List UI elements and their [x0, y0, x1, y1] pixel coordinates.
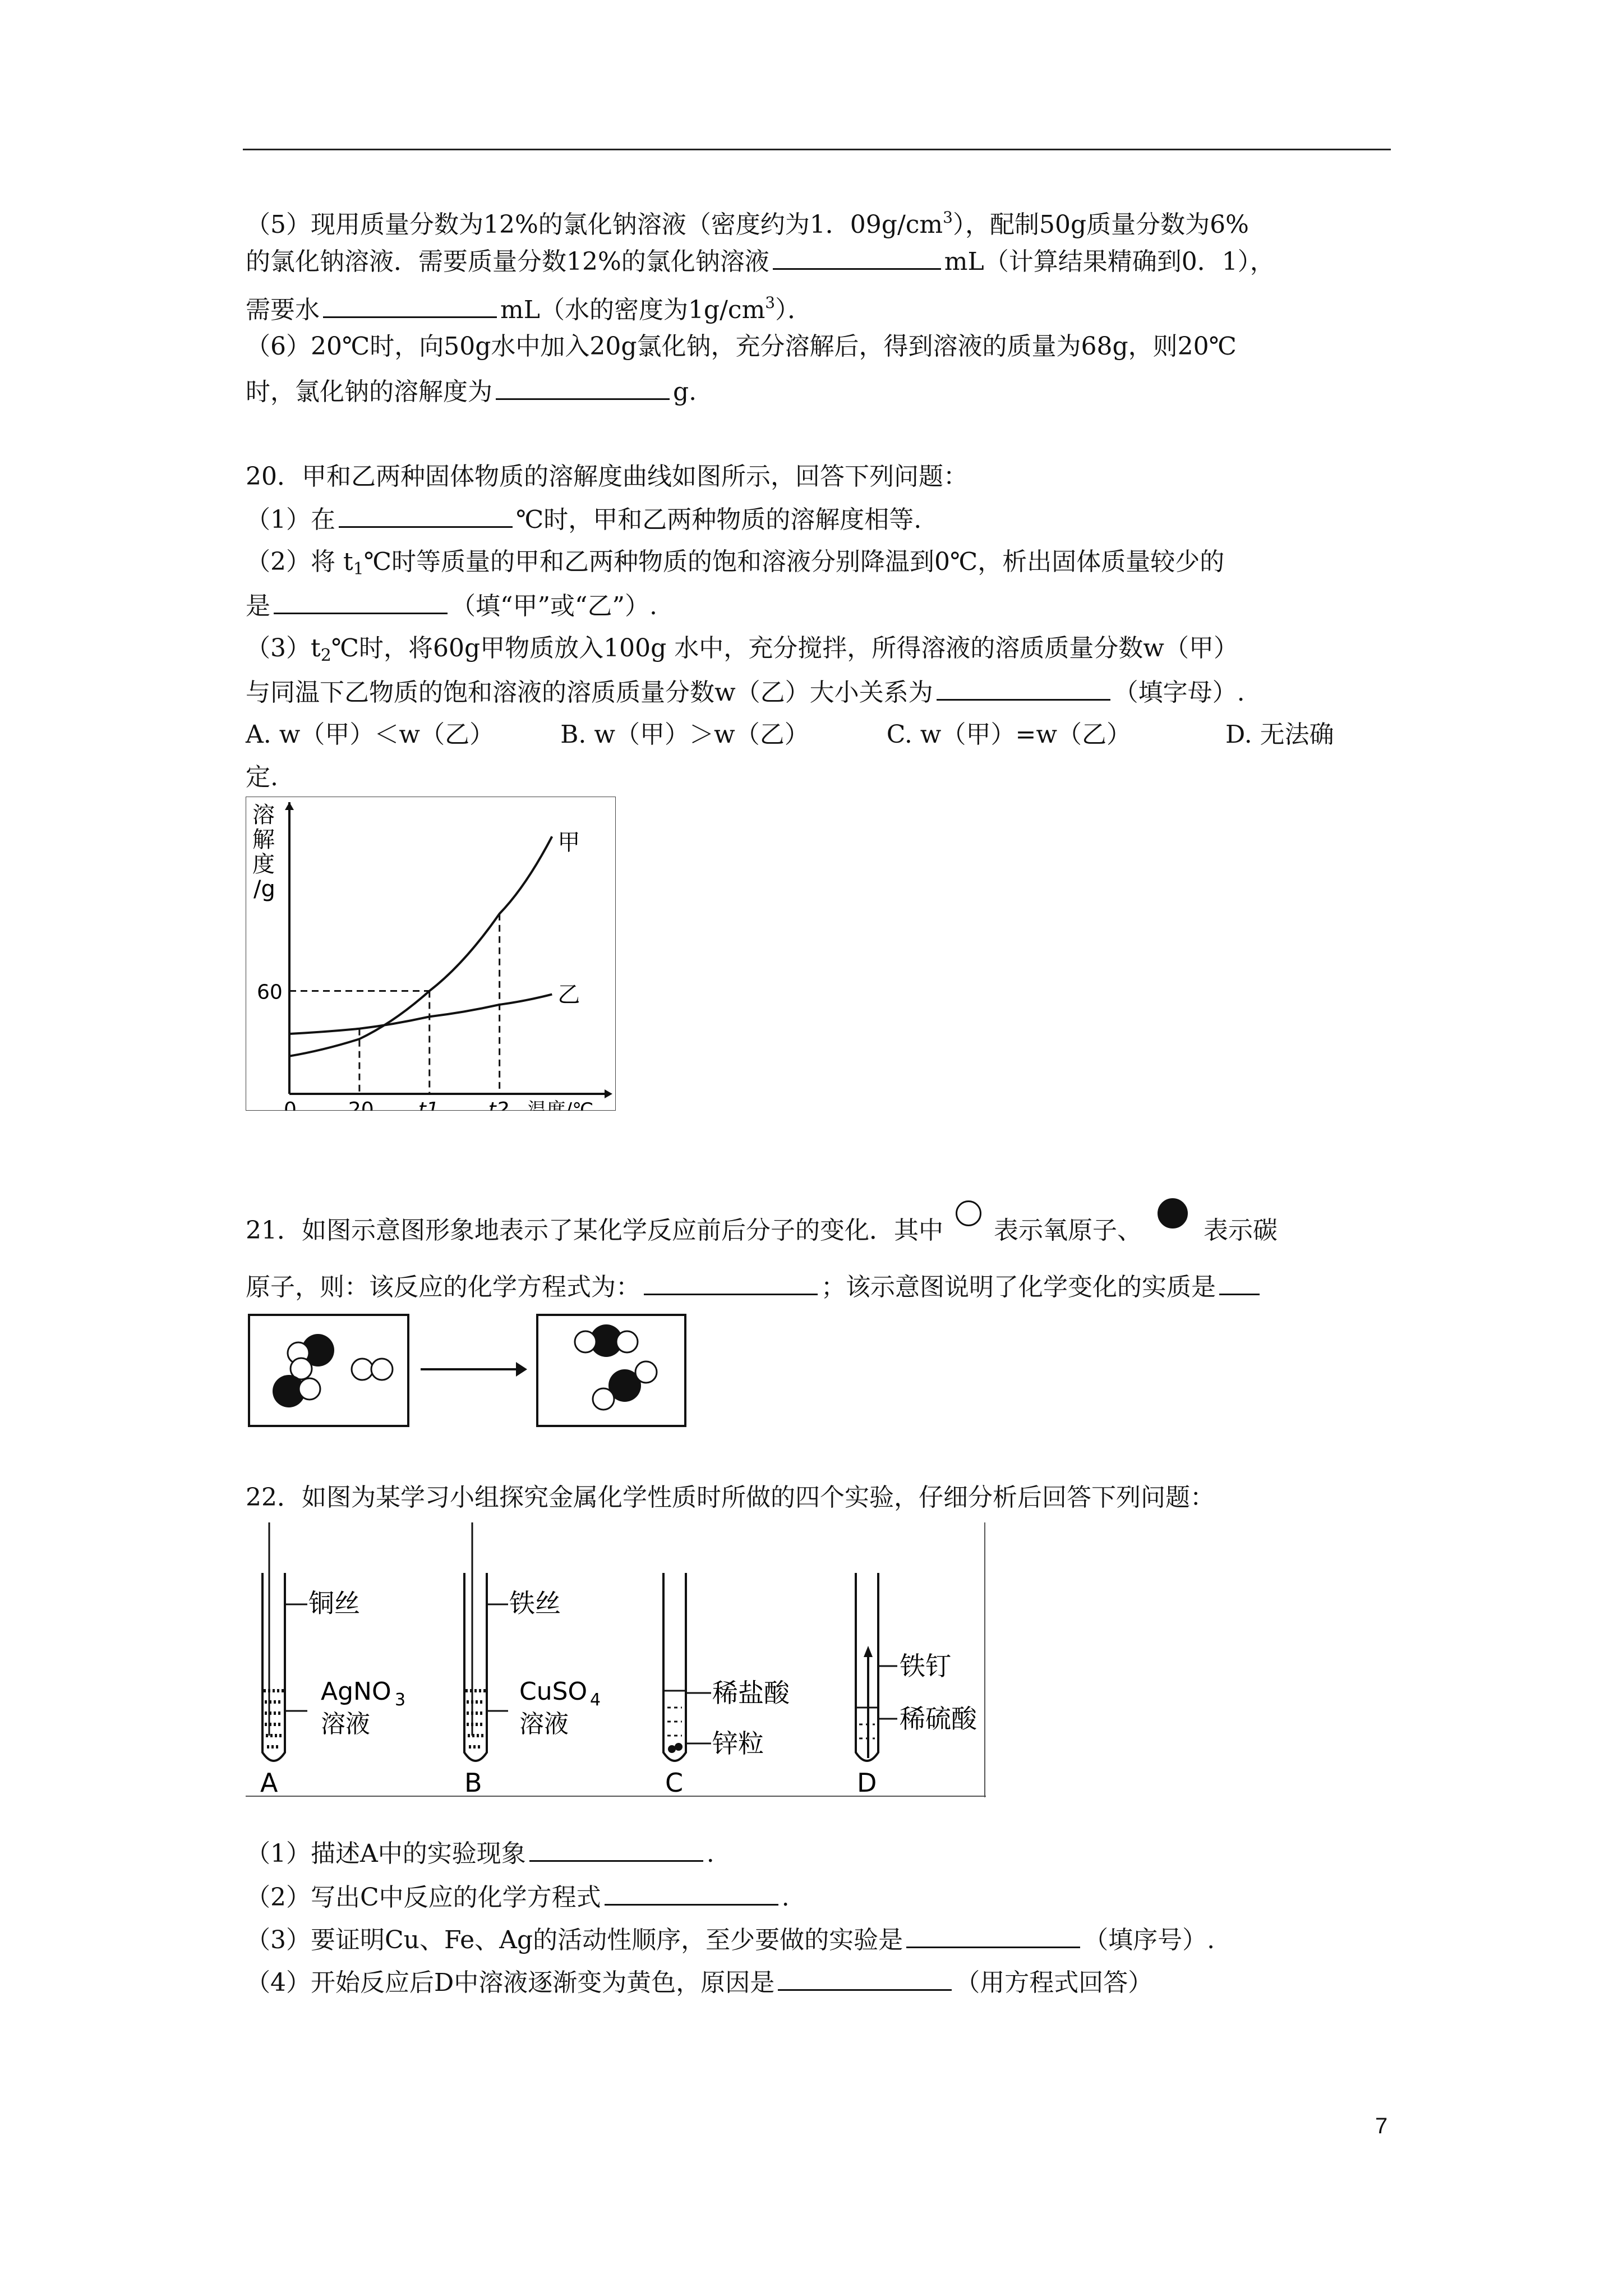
q19-p6-text: （6）20℃时，向50g水中加入20g氯化钠，充分溶解后，得到溶液的质量为68g，则20℃ [246, 332, 1237, 361]
tube-a-solution: AgNO [321, 1677, 391, 1706]
q22-text: （2）写出C中反应的化学方程式 [246, 1883, 601, 1912]
q19-p5-text: 的氯化钠溶液．需要质量分数12%的氯化钠溶液 [246, 247, 769, 276]
q20-p3-line2 [246, 677, 1245, 707]
tube-b-solution: CuSO [519, 1677, 588, 1706]
metal-experiments-svg [246, 1522, 992, 1797]
q22-p4 [246, 1967, 1152, 1998]
subscript: 3 [395, 1690, 406, 1710]
q19-p6-text: 时，氯化钠的溶解度为 [246, 378, 492, 406]
q21-text: 21．如图示意图形象地表示了某化学反应前后分子的变化．其中 [246, 1216, 943, 1245]
option-c[interactable]: C. w（甲）=w（乙） [886, 720, 1131, 749]
q19-p6-line2 [246, 376, 697, 407]
q22-p1 [246, 1838, 714, 1869]
q22-text: （1）描述A中的实验现象 [246, 1839, 526, 1868]
oxygen-atom [616, 1331, 638, 1352]
q19-p5-text: （5）现用质量分数为12%的氯化钠溶液（密度约为1．09g/cm [246, 210, 943, 239]
tube-c-label: 稀盐酸 [712, 1678, 790, 1708]
q19-p5-text: ）． [775, 296, 813, 324]
superscript: 3 [943, 208, 953, 227]
oxygen-atom [352, 1359, 373, 1380]
q20-options [246, 720, 1334, 749]
oxygen-atom [575, 1331, 596, 1352]
tube-a-solution-2: 溶液 [321, 1710, 370, 1738]
q20-text: ℃时，将60g甲物质放入100g 水中，充分搅拌，所得溶液的溶质质量分数w（甲） [331, 634, 1238, 662]
q19-p5-text: 需要水 [246, 296, 320, 324]
answer-blank[interactable] [906, 1924, 1080, 1948]
q20-text: （3）t [246, 634, 321, 662]
ylabel-char: 溶 [252, 802, 275, 828]
test-tube-c [663, 1573, 790, 1797]
q19-p5-text-tail: ），配制50g质量分数为6% [952, 210, 1249, 239]
option-b[interactable]: B. w（甲）＞w（乙） [560, 720, 809, 749]
q20-p2-line2 [246, 590, 657, 621]
answer-blank[interactable] [274, 590, 448, 614]
header-rule [243, 149, 1391, 150]
q21-line1 [246, 1216, 1278, 1248]
q19-p5-line1 [246, 203, 1249, 240]
test-tube-b [464, 1522, 601, 1797]
q20-title: 20．甲和乙两种固体物质的溶解度曲线如图所示，回答下列问题： [246, 462, 968, 491]
q20-text: ℃时，甲和乙两种物质的溶解度相等. [516, 505, 922, 534]
answer-blank[interactable] [496, 376, 670, 400]
answer-blank[interactable] [339, 504, 513, 528]
x-tick-label: 20 [348, 1098, 374, 1111]
test-tube-d [856, 1573, 978, 1797]
metal-experiments-figure [246, 1522, 992, 1797]
x-tick-label: 0 [284, 1098, 297, 1111]
oxygen-atom [593, 1388, 614, 1410]
q22-text: （填序号）. [1083, 1926, 1215, 1954]
test-tube-a [260, 1522, 405, 1797]
q21-line2 [246, 1271, 1263, 1302]
solubility-chart-svg [246, 797, 616, 1111]
reaction-diagram-svg [247, 1313, 695, 1430]
q22-text: （3）要证明Cu、Fe、Ag的活动性顺序，至少要做的实验是 [246, 1926, 903, 1954]
answer-blank[interactable] [529, 1838, 703, 1862]
ylabel-char: /g [253, 876, 275, 902]
answer-blank[interactable] [644, 1271, 818, 1295]
q19-p6-text: g. [673, 378, 697, 406]
q19-p5-line3 [246, 288, 812, 325]
subscript: 2 [320, 646, 331, 665]
tube-b-letter: B [464, 1768, 482, 1797]
q22-text: （用方程式回答） [955, 1968, 1153, 1997]
oxygen-atom [299, 1378, 320, 1400]
oxygen-atom [371, 1359, 393, 1380]
q19-p5-line2 [246, 246, 1275, 277]
ylabel-char: 度 [252, 852, 275, 877]
superscript: 3 [765, 293, 776, 312]
q19-p6-line1 [246, 332, 1237, 361]
q19-p5-text: mL（水的密度为1g/cm [500, 296, 766, 324]
answer-blank[interactable] [778, 1967, 952, 1991]
tube-b-label: 铁丝 [509, 1588, 561, 1618]
q20-text: （1）在 [246, 505, 335, 534]
q21-text: 原子，则：该反应的化学方程式为： [246, 1273, 640, 1301]
q20-text: （2）将 t [246, 547, 353, 576]
q22-text: . [781, 1883, 790, 1912]
x-tick-label: t2 [488, 1098, 509, 1111]
q20-p2-line1 [246, 547, 1224, 584]
q20-text: （填“甲”或“乙”）. [451, 592, 657, 620]
solubility-chart [246, 797, 616, 1111]
option-d[interactable]: D. 无法确 [1225, 720, 1334, 749]
answer-blank[interactable] [1219, 1271, 1260, 1295]
tube-a-letter: A [260, 1768, 278, 1797]
oxygen-atom-icon [956, 1200, 981, 1226]
q20-option-d-cont: 定. [246, 763, 278, 792]
x-axis-label: 温度/℃ [527, 1099, 594, 1111]
tube-c-letter: C [665, 1768, 684, 1797]
answer-blank[interactable] [937, 677, 1110, 701]
q21-text: 表示氧原子、 [994, 1216, 1142, 1245]
q20-p3-line1 [246, 634, 1238, 670]
q22-text: . [706, 1839, 714, 1868]
y-tick-label: 60 [257, 981, 283, 1004]
tube-d-solution: 稀硫酸 [900, 1704, 977, 1734]
answer-blank[interactable] [605, 1881, 778, 1906]
tube-d-label: 铁钉 [900, 1651, 951, 1681]
tube-b-solution-2: 溶液 [519, 1710, 569, 1738]
q20-text: （填字母）. [1113, 678, 1245, 707]
ylabel-char: 解 [252, 827, 275, 853]
x-tick-label: t1 [418, 1098, 439, 1111]
answer-blank[interactable] [773, 246, 941, 270]
q20-text: 是 [246, 592, 270, 620]
q21-text: ；该示意图说明了化学变化的实质是 [821, 1273, 1216, 1301]
q22-p2 [246, 1881, 790, 1912]
carbon-atom-icon [1158, 1198, 1188, 1228]
subscript: 4 [590, 1690, 601, 1710]
series-label: 甲 [557, 830, 580, 856]
answer-blank[interactable] [323, 294, 497, 318]
tube-c-solid: 锌粒 [712, 1728, 764, 1759]
q21-text: 表示碳 [1204, 1216, 1278, 1245]
q22-title: 22．如图为某学习小组探究金属化学性质时所做的四个实验，仔细分析后回答下列问题： [246, 1483, 1215, 1512]
page-number: 7 [1375, 2114, 1388, 2138]
oxygen-atom [635, 1361, 657, 1383]
tube-d-letter: D [857, 1768, 877, 1797]
q19-p5-text: mL（计算结果精确到0．1）， [944, 247, 1275, 276]
q20-text: ℃时等质量的甲和乙两种物质的饱和溶液分别降温到0℃，析出固体质量较少的 [363, 547, 1225, 576]
arrow-head-icon [516, 1362, 527, 1377]
subscript: 1 [353, 559, 364, 579]
q22-text: （4）开始反应后D中溶液逐渐变为黄色，原因是 [246, 1968, 775, 1997]
q22-p3 [246, 1924, 1215, 1955]
tube-a-label: 铜丝 [308, 1588, 360, 1618]
series-label: 乙 [557, 982, 580, 1008]
q20-text: 与同温下乙物质的饱和溶液的溶质质量分数w（乙）大小关系为 [246, 678, 933, 707]
q20-p1 [246, 504, 921, 535]
reaction-diagram [247, 1313, 695, 1430]
option-a[interactable]: A. w（甲）＜w（乙） [246, 720, 495, 749]
